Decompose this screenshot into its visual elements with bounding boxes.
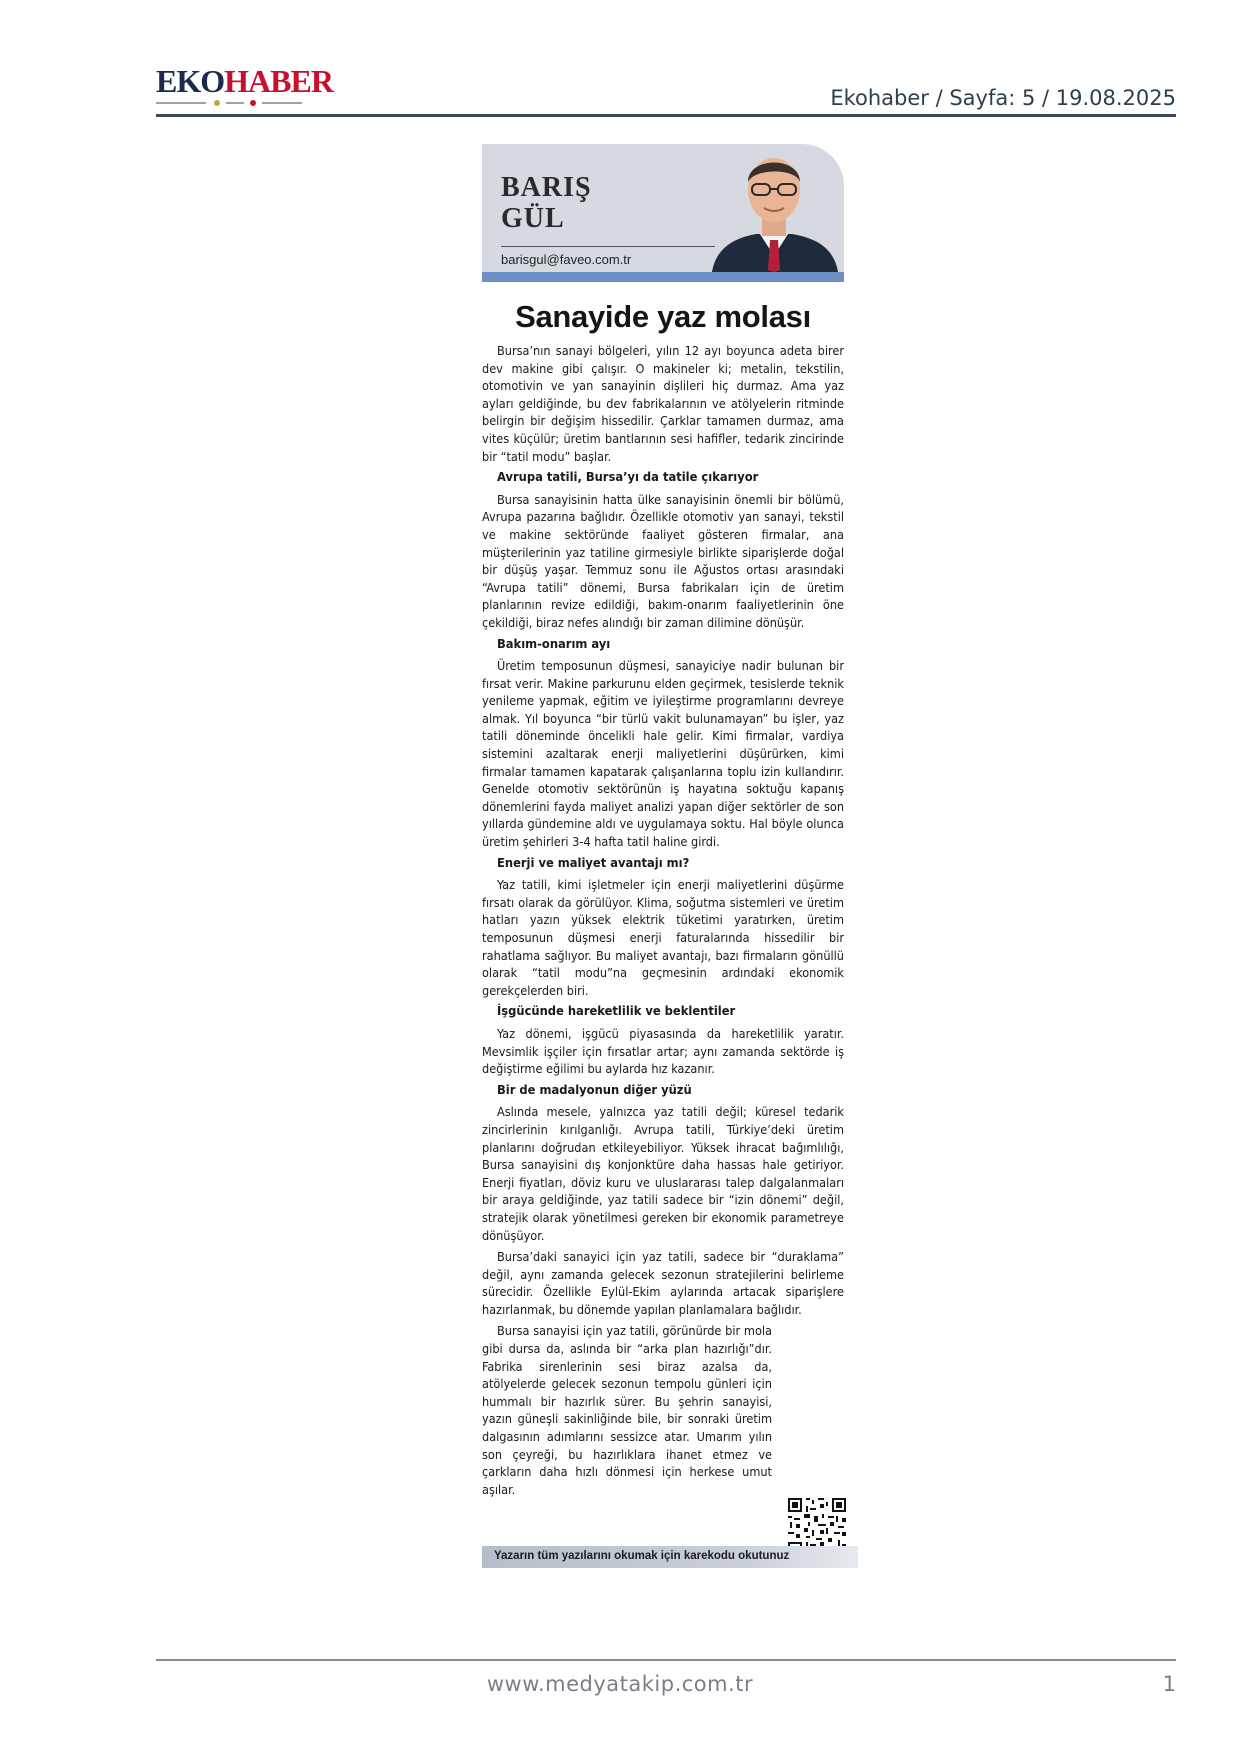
section-heading: Avrupa tatili, Bursa’yı da tatile çıkarıyor <box>497 470 759 486</box>
logo-eko: EKO <box>156 63 225 99</box>
section-heading: Bir de madalyonun diğer yüzü <box>497 1082 692 1098</box>
article-paragraph: Yaz tatili, kimi işletmeler için enerji maliyetlerini düşürme fırsatı olarak da görülüyor. Klima, soğutma sistemleri ve üretim hatları yazın yüksek elektrik tüketimi yaratırken, üretim temposunun düşmesi enerji faturalarında hissedilir bir rahatlama sağlıyor. Bu maliyet avantajı, bazı firmaların gönüllü olarak “tatil modu”na geçmesinin ardındaki ekonomik gerekçelerden biri. <box>482 877 844 998</box>
article-body <box>482 342 844 1502</box>
qr-caption: Yazarın tüm yazılarını okumak için karekodu okutunuz <box>494 1550 790 1562</box>
footer-rule <box>156 1659 1176 1661</box>
header-rule <box>156 114 1176 117</box>
qr-caption-bar <box>482 1546 858 1568</box>
article-paragraph: Üretim temposunun düşmesi, sanayiciye nadir bulunan bir fırsat verir. Makine parkurunu elden geçirmek, tesislerde teknik yenileme yapmak, eğitim ve iyileştirme programlarını devreye almak. Yıl boyunca “bir türlü vakit bulunamayan” bu işler, yaz tatili döneminde öncelikli hale gelir. Kimi firmalar, vardiya sistemini azaltarak enerji maliyetlerini düşürürken, kimi firmalar tamamen kapatarak çalışanlarına toplu izin kullandırır. Genelde otomotiv sektörünün iş hayatına soktuğu kapanış dönemlerini fayda maliyet analizi yapan diğer sektörler de son yıllarda gündemine aldı ve uygulamaya soktu. Hal böyle olunca üretim şehirleri 3-4 hafta tatil haline girdi. <box>482 658 844 850</box>
author-email: barisgul@faveo.com.tr <box>501 252 632 267</box>
article-clipping <box>482 132 858 1570</box>
footer-url[interactable]: www.medyatakip.com.tr <box>486 1672 754 1696</box>
section-heading: İşgücünde hareketlilik ve beklentiler <box>497 1004 736 1020</box>
article-paragraph: Bursa’daki sanayici için yaz tatili, sadece bir “duraklama” değil, aynı zamanda gelecek sezonun stratejilerini belirleme sürecidir. Özellikle Eylül-Ekim aylarında artacak siparişlere hazırlanmak, bu dönemde yapılan planlamalara bağlıdır. <box>482 1249 844 1317</box>
author-name <box>501 172 592 234</box>
logo-subline <box>156 100 302 106</box>
article-paragraph: Bursa sanayisinin hatta ülke sanayisinin önemli bir bölümü, Avrupa pazarına bağlıdır. Özellikle otomotiv yan sanayi, tekstil ve makine sektöründe faaliyet gösteren firmalar, ana müşterilerinin yaz tatiline girmesiyle birlikte siparişlerde doğal bir düşüş yaşar. Temmuz sonu ile Ağustos ortası arasındaki “Avrupa tatili” dönemi, Bursa fabrikaları için de üretim planlarının revize edildiği, bakım-onarım faaliyetlerinin öne çekildiği, biraz nefes alındığı bir zaman dilimine dönüşür. <box>482 491 844 630</box>
logo-haber: HABER <box>224 63 333 99</box>
article-paragraph: Yaz dönemi, işgücü piyasasında da hareketlilik yaratır. Mevsimlik işçiler için fırsatlar artar; aynı zamanda sektörde iş değiştirme eğilimi bu aylarda hız kazanır. <box>482 1025 844 1077</box>
section-heading: Bakım-onarım ayı <box>497 636 611 652</box>
article-paragraph: Bursa sanayisi için yaz tatili, görünürde bir mola gibi dursa da, aslında bir “arka plan hazırlığı”dır. Fabrika sirenlerinin sesi biraz azalsa da, atölyelerde gelecek sezonun tempolu günleri için hummalı bir hazırlık sürer. Bu şehrin sanayisi, yazın güneşli sakinliğinde bile, bir sonraki üretim dalgasının adımlarını sessizce atar. Umarım yılın son çeyreği, bu hazırlıklara ihanet etmez ve çarkların daha hızlı dönmesi için herkese umut aşılar. <box>482 1323 772 1497</box>
author-name-line1: BARIŞ <box>501 172 592 203</box>
author-name-line2: GÜL <box>501 203 565 234</box>
article-paragraph: Bursa’nın sanayi bölgeleri, yılın 12 ayı boyunca adeta birer dev makine gibi çalışır. O makineler ki; metalin, tekstilin, otomotivin ve yan sanayinin dişlileri hiç durmaz. Ama yaz ayları geldiğinde, bu dev fabrikalarının ve atölyelerin ritminde belirgin bir değişim hissedilir. Çarklar tamamen durmaz, ama vites küçülür; üretim bantlarının sesi hafifler, tedarik zincirinde bir “tatil modu” başlar. <box>482 343 844 464</box>
byline-accent-bar <box>482 272 844 282</box>
logo-wordmark <box>156 64 333 98</box>
byline-box <box>482 144 844 282</box>
section-heading: Enerji ve maliyet avantajı mı? <box>497 855 690 871</box>
footer-page-number: 1 <box>1162 1672 1176 1696</box>
article-paragraph: Aslında mesele, yalnızca yaz tatili değil; küresel tedarik zincirlerinin kırılganlığı. Avrupa tatili, Türkiye’deki üretim planlarını doğrudan etkileyebiliyor. Yüksek ihracat bağımlılığı, Bursa sanayisini dış konjonktüre daha hassas hale getiriyor. Enerji fiyatları, döviz kuru ve uluslararası talep dalgalanmaları bir araya geldiğinde, yaz tatili sadece bir “izin dönemi” değil, stratejik olarak yönetilmesi gereken bir ekonomik parametreye dönüşüyor. <box>482 1104 844 1243</box>
page-reference: Ekohaber / Sayfa: 5 / 19.08.2025 <box>830 86 1176 110</box>
article-headline: Sanayide yaz molası <box>515 299 811 334</box>
author-photo <box>704 144 844 272</box>
byline-divider <box>501 246 715 247</box>
ekohaber-logo <box>156 63 333 108</box>
